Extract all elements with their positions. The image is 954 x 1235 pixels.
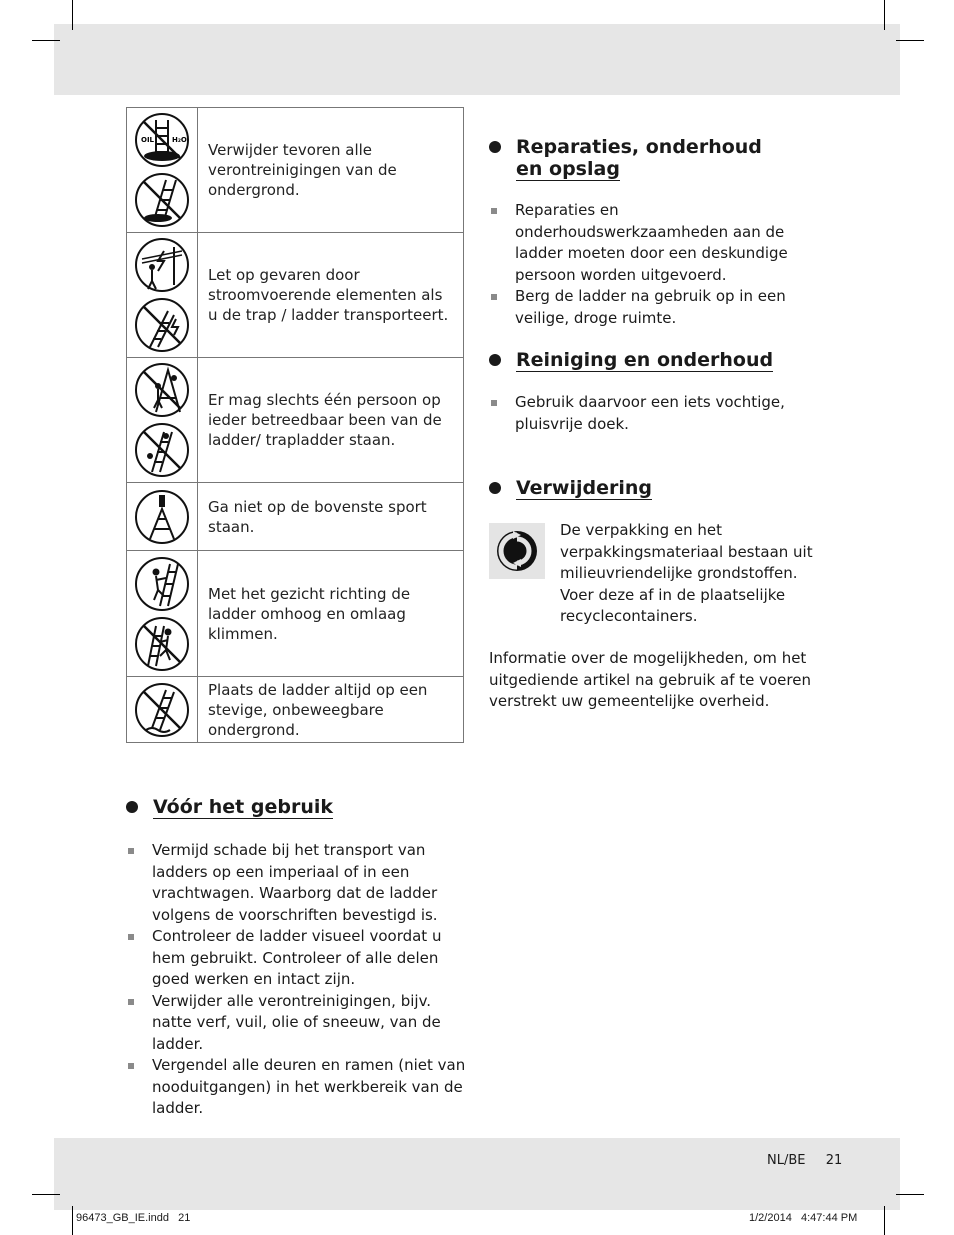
header-band bbox=[54, 24, 900, 95]
list-item: Berg de ladder na gebruik op in een veilige, droge ruimte. bbox=[489, 286, 834, 329]
heading-bullet-icon bbox=[489, 482, 501, 494]
square-bullet-icon bbox=[491, 208, 497, 214]
section-heading-reparaties: Reparaties, onderhoud en opslag bbox=[489, 136, 762, 180]
face-ladder-climb-icon bbox=[134, 556, 190, 612]
list-item: Reparaties en onderhoudswerkzaamheden aan de ladder moeten door een deskundige persoon worden uitgevoerd. bbox=[489, 200, 834, 286]
heading-bullet-icon bbox=[489, 141, 501, 153]
footer-band bbox=[54, 1138, 900, 1210]
heading-bullet-icon bbox=[126, 801, 138, 813]
green-dot-recycle-icon bbox=[489, 523, 545, 579]
print-slug-timestamp: 1/2/2014 4:47:44 PM bbox=[749, 1212, 858, 1224]
no-unstable-ground-icon bbox=[134, 682, 190, 738]
icon-cell bbox=[127, 551, 198, 677]
svg-text:OIL: OIL bbox=[141, 136, 155, 144]
instruction-text: Verwijder tevoren alle verontreinigingen van de ondergrond. bbox=[198, 108, 464, 233]
square-bullet-icon bbox=[128, 999, 134, 1005]
icon-cell bbox=[127, 108, 198, 233]
no-ladder-on-dirty-ground-icon bbox=[134, 172, 190, 228]
table-row bbox=[127, 358, 464, 483]
square-bullet-icon bbox=[128, 848, 134, 854]
print-slug-file: 96473_GB_IE.indd 21 bbox=[76, 1212, 191, 1224]
table-row bbox=[127, 233, 464, 358]
instruction-text: Let op gevaren door stroomvoerende elementen als u de trap / ladder transporteert. bbox=[198, 233, 464, 358]
no-top-step-icon bbox=[134, 489, 190, 545]
square-bullet-icon bbox=[491, 400, 497, 406]
instruction-text: Plaats de ladder altijd op een stevige, onbeweegbare ondergrond. bbox=[198, 677, 464, 743]
bullet-list-voor-gebruik bbox=[126, 840, 471, 1120]
no-backward-climb-icon bbox=[134, 616, 190, 672]
electric-hazard-transport-icon bbox=[134, 237, 190, 293]
recycle-logo-box bbox=[489, 523, 545, 579]
bullet-list-reiniging bbox=[489, 392, 834, 435]
list-item: Vermijd schade bij het transport van ladders op een imperiaal of in een vrachtwagen. Waarborg dat de ladder volgens de voorschriften bevestigd is. bbox=[126, 840, 471, 926]
icon-cell bbox=[127, 233, 198, 358]
list-item: Verwijder alle verontreinigingen, bijv. natte verf, vuil, olie of sneeuw, van de ladder. bbox=[126, 991, 471, 1056]
no-two-persons-climbing-icon bbox=[134, 422, 190, 478]
icon-cell bbox=[127, 483, 198, 551]
table-row bbox=[127, 551, 464, 677]
square-bullet-icon bbox=[491, 294, 497, 300]
square-bullet-icon bbox=[128, 1063, 134, 1069]
list-item: Controleer de ladder visueel voordat u hem gebruikt. Controleer of alle delen goed werken en intact zijn. bbox=[126, 926, 471, 991]
recycle-text: De verpakking en het verpakkingsmateriaal bestaan uit milieuvriendelijke grondstoffen. Voer deze af in de plaatselijke recyclecontainers. bbox=[560, 521, 813, 625]
list-item: Gebruik daarvoor een iets vochtige, pluisvrije doek. bbox=[489, 392, 834, 435]
section-heading-reiniging: Reiniging en onderhoud bbox=[489, 349, 773, 371]
table-row bbox=[127, 483, 464, 551]
electric-hazard-ladder-icon bbox=[134, 297, 190, 353]
table-row bbox=[127, 108, 464, 233]
svg-text:H₂O: H₂O bbox=[172, 136, 187, 144]
no-two-persons-icon bbox=[134, 362, 190, 418]
page-footer bbox=[767, 1153, 842, 1168]
table-row bbox=[127, 677, 464, 743]
safety-instructions-table bbox=[126, 107, 464, 743]
page-number: 21 bbox=[825, 1153, 843, 1168]
locale-label: NL/BE bbox=[767, 1153, 806, 1168]
instruction-text: Ga niet op de bovenste sport staan. bbox=[198, 483, 464, 551]
no-contaminated-ground-icon bbox=[134, 112, 190, 168]
section-heading-verwijdering: Verwijdering bbox=[489, 477, 652, 499]
instruction-text: Er mag slechts één persoon op ieder betreedbaar been van de ladder/ trapladder staan. bbox=[198, 358, 464, 483]
list-item: Vergendel alle deuren en ramen (niet van nooduitgangen) in het werkbereik van de ladder. bbox=[126, 1055, 471, 1120]
bullet-list-reparaties bbox=[489, 200, 834, 329]
disposal-info-text: Informatie over de mogelijkheden, om het uitgediende artikel na gebruik af te voeren verstrekt uw gemeentelijke overheid. bbox=[489, 649, 811, 710]
icon-cell bbox=[127, 358, 198, 483]
icon-cell bbox=[127, 677, 198, 743]
instruction-text: Met het gezicht richting de ladder omhoog en omlaag klimmen. bbox=[198, 551, 464, 677]
heading-bullet-icon bbox=[489, 354, 501, 366]
section-heading-voor-gebruik: Vóór het gebruik bbox=[126, 796, 333, 818]
square-bullet-icon bbox=[128, 934, 134, 940]
